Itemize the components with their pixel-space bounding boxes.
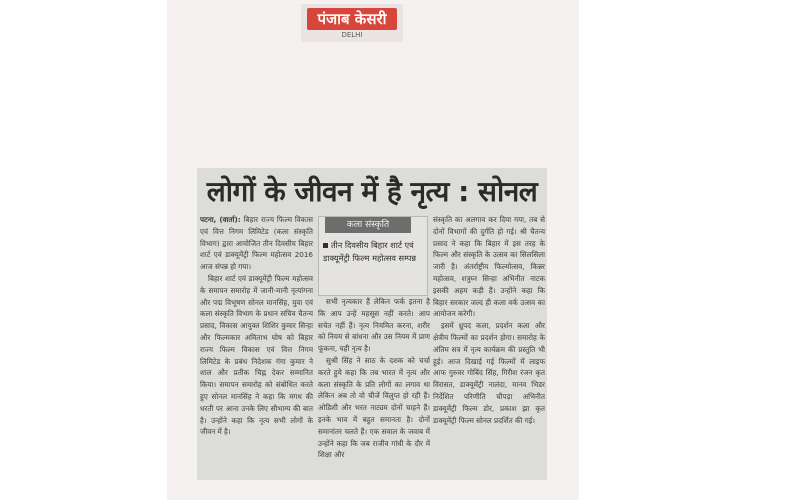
article-column-1 xyxy=(200,214,313,480)
column-3-paragraph-2: इसमें ध्रुपद कला, प्रदर्शन कला और क्षेत्रीय फिल्मों का प्रदर्शन होगा। समारोह के अंतिम सत्र में नृत्य कार्यक्रम की प्रस्तुति भी हुई। आज दिखाई गई फिल्मों में लाइफ आफ गुरुवर गोबिंद सिंह, गिरीश रंजन कृत विरासत, डाक्यूमेंट्री नालंदा, मानव भिडर निर्देशित परिणीति चौपड़ा अभिनीत डाक्यूमेंट्री फिल्म डोर, प्रकाश झा कृत डाक्यूमेंट्री फिल्म सोनल प्रदर्शित की गई। xyxy=(433,321,545,425)
column-1-paragraph-2: बिहार शार्ट एवं डाक्यूमेंट्री फिल्म महोत्सव के समापन समारोह में जानी-मानी नृत्यांगना और पद्म विभूषण सोनल मानसिंह, युवा एवं कला संस्कृति विभाग के प्रधान सचिव चैतन्य प्रसाद, विकास आयुक्त शिशिर कुमार सिन्हा और फिल्मकार अमिताभ घोष को बिहार राज्य फिल्म विकास एवं वित्त निगम लिमिटेड के प्रबंध निदेशक गंगा कुमार ने शाल और प्रतीक चिह्न देकर सम्मानित किया। समापन समारोह को संबोधित करते हुए सोनल मानसिंह ने कहा कि मगध की धरती पर आना उनके लिए सौभाग्य की बात है। उन्होंने कहा कि नृत्य सभी लोगों के जीवन में है। xyxy=(200,273,313,437)
section-summary-text: तीन दिवसीय बिहार शार्ट एवं डाक्यूमेंट्री फिल्म महोत्सव सम्पन्न xyxy=(323,240,417,263)
section-summary xyxy=(323,239,423,264)
article-column-2 xyxy=(318,296,430,480)
article-clipping xyxy=(197,168,547,480)
masthead-logo: पंजाब केसरी xyxy=(307,8,397,30)
section-box xyxy=(318,216,428,296)
section-label: कला संस्कृति xyxy=(325,217,411,233)
column-1-paragraph-1: बिहार राज्य फिल्म विकास एवं वित्त निगम लिमिटेड (कला संस्कृति विभाग) द्वारा आयोजित तीन दिवसीय बिहार शार्ट एवं डाक्यूमेंट्री फिल्म महोत्सव 2016 आज संपन्न हो गया। xyxy=(200,215,313,272)
article-column-3 xyxy=(433,214,545,480)
column-2-paragraph-1: सभी नृत्यकार हैं लेकिन फर्क इतना है कि आप उन्हें महसूस नहीं करते। आप सचेत नहीं हैं। नृत्य नियमित करना, शरीर को नियम से बांधना और उस नियम में प्राण फूंकना, यही नृत्य है। xyxy=(318,297,430,354)
article-dateline: पटना, (वार्ता): xyxy=(200,215,241,224)
masthead-edition: DELHI xyxy=(341,31,363,39)
column-2-paragraph-2: सुश्री सिंह ने साठ के दशक को चर्चा करते हुये कहा कि तब भारत में नृत्य और कला संस्कृति के प्रति लोगों का लगाव था लेकिन अब तो वो चीजें विलुप्त हो रही हैं। ओडिशी और भरत नाट्यम दोनों चाहने हैं। इनके भाव में बहुत समानता है। दोनों समानांतर चलते हैं। एक सवाल के जवाब में उन्होंने कहा कि जब राजीव गांधी के दौर में शिक्षा और xyxy=(318,355,430,460)
column-3-paragraph-1: संस्कृति का अलगाव कर दिया गया, तब से दोनों विभागों की दुर्गति हो गई। श्री चैतन्य प्रसाद ने कहा कि बिहार में इस तरह के फिल्म और संस्कृति के उत्सव का सिलसिला जारी है। अंतर्राष्ट्रीय फिल्मोत्सव, किन्नर महोत्सव, शत्रुघ्न सिन्हा अभिनीत नाटक इसकी अहम कड़ी हैं। उन्होंने कहा कि बिहार सरकार जल्द ही कला वर्क उत्सव का आयोजन करेगी। xyxy=(433,215,545,319)
article-headline: लोगों के जीवन में है नृत्य : सोनल xyxy=(206,175,538,208)
newspaper-masthead xyxy=(301,4,403,42)
bullet-square-icon xyxy=(323,243,328,248)
